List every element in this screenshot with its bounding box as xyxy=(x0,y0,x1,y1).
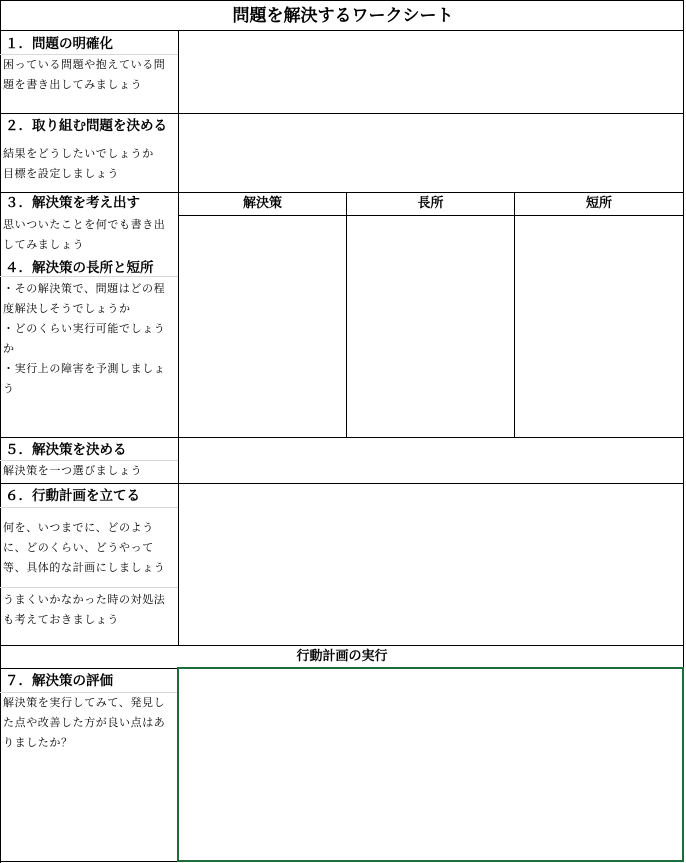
section-5-answer-cell[interactable] xyxy=(179,438,683,483)
section-4-heading: ４．解決策の長所と短所 xyxy=(5,260,154,276)
note-line: ・実行上の障害を予測しましょ xyxy=(3,362,166,375)
section-6-notes xyxy=(3,518,175,578)
page-title: 問題を解決するワークシート xyxy=(232,6,454,26)
column-header-cons: 短所 xyxy=(585,196,612,211)
note-line: 思いついたことを何でも書き出 xyxy=(3,218,166,231)
note-line: ・どのくらい実行可能でしょう xyxy=(3,322,166,335)
evaluation-answer-cell[interactable] xyxy=(177,667,684,862)
section-7-notes xyxy=(3,693,175,753)
section-7-heading: ７．解決策の評価 xyxy=(5,673,113,689)
grid-line xyxy=(0,668,178,669)
note-line: 等、具体的な計画にしましょう xyxy=(3,561,166,574)
note-line: う xyxy=(3,382,15,395)
grid-line xyxy=(0,0,684,1)
section-2-notes xyxy=(3,144,175,184)
section-2-heading: ２．取り組む問題を決める xyxy=(5,118,167,134)
solution-cell[interactable] xyxy=(179,216,346,437)
section-4-notes xyxy=(3,279,175,399)
grid-line xyxy=(0,861,178,862)
section-5-heading: ５．解決策を決める xyxy=(5,442,127,458)
section-3-heading: ３．解決策を考え出す xyxy=(5,195,140,211)
section-1-notes xyxy=(3,55,175,95)
note-line: も考えておきましょう xyxy=(3,613,119,626)
action-plan-band: 行動計画の実行 xyxy=(296,649,388,664)
column-header-pros: 長所 xyxy=(417,196,444,211)
note-line: 何を、いつまでに、どのよう xyxy=(3,521,154,534)
heading-rule xyxy=(0,507,178,508)
section-1-answer-cell[interactable] xyxy=(179,31,683,113)
section-6-notes-fallback xyxy=(3,590,175,630)
note-line: ・その解決策で、問題はどの程 xyxy=(3,282,166,295)
note-line: してみましょう xyxy=(3,238,85,251)
note-line: 解決策を一つ選びましょう xyxy=(3,464,143,477)
note-line: 解決策を実行してみて、発見し xyxy=(3,696,166,709)
heading-rule xyxy=(0,587,178,588)
note-line: 結果をどうしたいでしょうか xyxy=(3,147,154,160)
note-line: か xyxy=(3,342,15,355)
note-line: 困っている問題や抱えている問 xyxy=(3,58,166,71)
section-1-heading: １．問題の明確化 xyxy=(5,36,113,52)
note-line: 題を書き出してみましょう xyxy=(3,78,143,91)
grid-line xyxy=(0,0,1,863)
section-2-answer-cell[interactable] xyxy=(179,114,683,192)
pros-cell[interactable] xyxy=(347,216,514,437)
cons-cell[interactable] xyxy=(515,216,683,437)
section-6-heading: ６．行動計画を立てる xyxy=(5,488,140,504)
grid-line xyxy=(683,0,684,668)
note-line: 度解決しそうでしょうか xyxy=(3,302,131,315)
column-header-solution: 解決策 xyxy=(242,196,282,211)
section-5-notes xyxy=(3,461,175,481)
note-line: 目標を設定しましょう xyxy=(3,167,119,180)
note-line: に、どのくらい、どうやって xyxy=(3,541,154,554)
section-6-answer-cell[interactable] xyxy=(179,484,683,645)
note-line: うまくいかなかった時の対処法 xyxy=(3,593,166,606)
section-3-notes xyxy=(3,215,175,255)
note-line: た点や改善した方が良い点はあ xyxy=(3,716,166,729)
note-line: りましたか？ xyxy=(3,736,73,749)
